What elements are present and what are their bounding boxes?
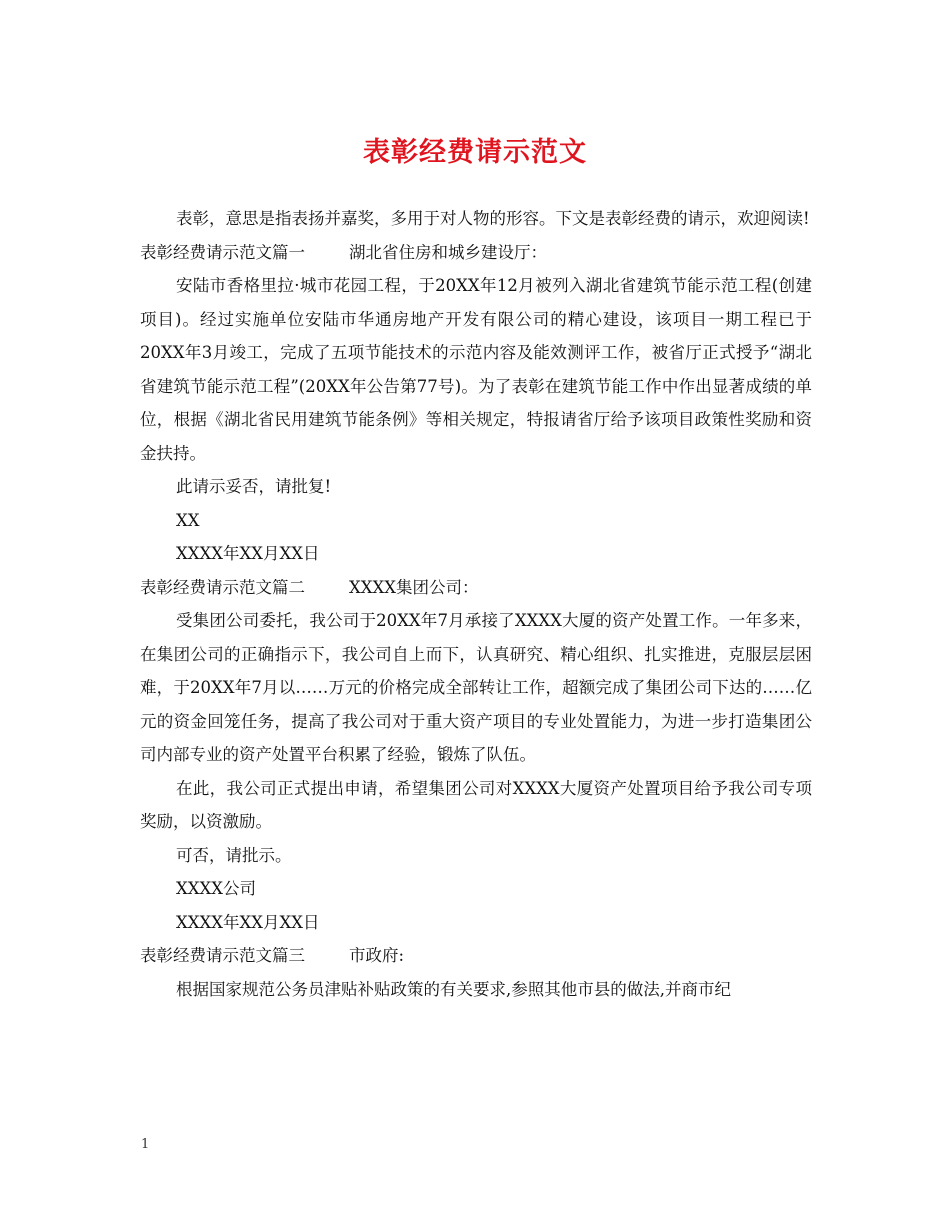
section-1-heading-line bbox=[140, 236, 812, 270]
section-2-recipient: XXXX集团公司： bbox=[349, 577, 479, 597]
section-1-paragraph: 安陆市香格里拉·城市花园工程，于20XX年12月被列入湖北省建筑节能示范工程(创建项目)。经过实施单位安陆市华通房地产开发有限公司的精心建设，该项目一期工程已于20XX年3月竣工，完成了五项节能技术的示范内容及能效测评工作，被省厅正式授予“湖北省建筑节能示范工程”(20XX年公告第77号)。为了表彰在建筑节能工作中作出显著成绩的单位，根据《湖北省民用建筑节能条例》等相关规定，特报请省厅给予该项目政策性奖励和资金扶持。 bbox=[140, 276, 812, 463]
section-1-signature: XX bbox=[176, 510, 200, 530]
section-1-closing: 此请示妥否，请批复! bbox=[176, 477, 332, 496]
section-2-signature: XXXX公司 bbox=[176, 879, 256, 898]
section-3-heading: 表彰经费请示范文篇三 bbox=[140, 946, 305, 965]
document-body bbox=[140, 202, 812, 1006]
page-number: 1 bbox=[141, 1137, 150, 1152]
section-2-closing: 可否，请批示。 bbox=[176, 845, 292, 865]
section-2-heading: 表彰经费请示范文篇二 bbox=[140, 577, 305, 597]
section-3-recipient: 市政府: bbox=[349, 946, 405, 965]
section-2-paragraph-1: 受集团公司委托，我公司于20XX年7月承接了XXXX大厦的资产处置工作。一年多来，在集团公司的正确指示下，我公司自上而下，认真研究、精心组织、扎实推进，克服层层困难，于20XX年7月以……万元的价格完成全部转让工作，超额完成了集团公司下达的……亿元的资金回笼任务，提高了我公司对于重大资产项目的专业处置能力，为进一步打造集团公司内部专业的资产处置平台积累了经验，锻炼了队伍。 bbox=[140, 611, 812, 764]
section-1-heading: 表彰经费请示范文篇一 bbox=[140, 242, 305, 262]
section-2-paragraph-2: 在此，我公司正式提出申请，希望集团公司对XXXX大厦资产处置项目给予我公司专项奖励，以资激励。 bbox=[140, 778, 812, 831]
section-1-date: XXXX年XX月XX日 bbox=[176, 544, 320, 563]
intro-paragraph: 表彰，意思是指表扬并嘉奖，多用于对人物的形容。下文是表彰经费的请示，欢迎阅读! bbox=[176, 209, 810, 228]
section-1-recipient: 湖北省住房和城乡建设厅： bbox=[349, 242, 547, 262]
section-3-heading-line bbox=[140, 939, 812, 973]
section-2-date: XXXX年XX月XX日 bbox=[176, 912, 320, 932]
section-3-paragraph: 根据国家规范公务员津贴补贴政策的有关要求,参照其他市县的做法,并商市纪 bbox=[176, 979, 731, 999]
document-title: 表彰经费请示范文 bbox=[363, 137, 587, 168]
section-2-heading-line bbox=[140, 571, 812, 605]
